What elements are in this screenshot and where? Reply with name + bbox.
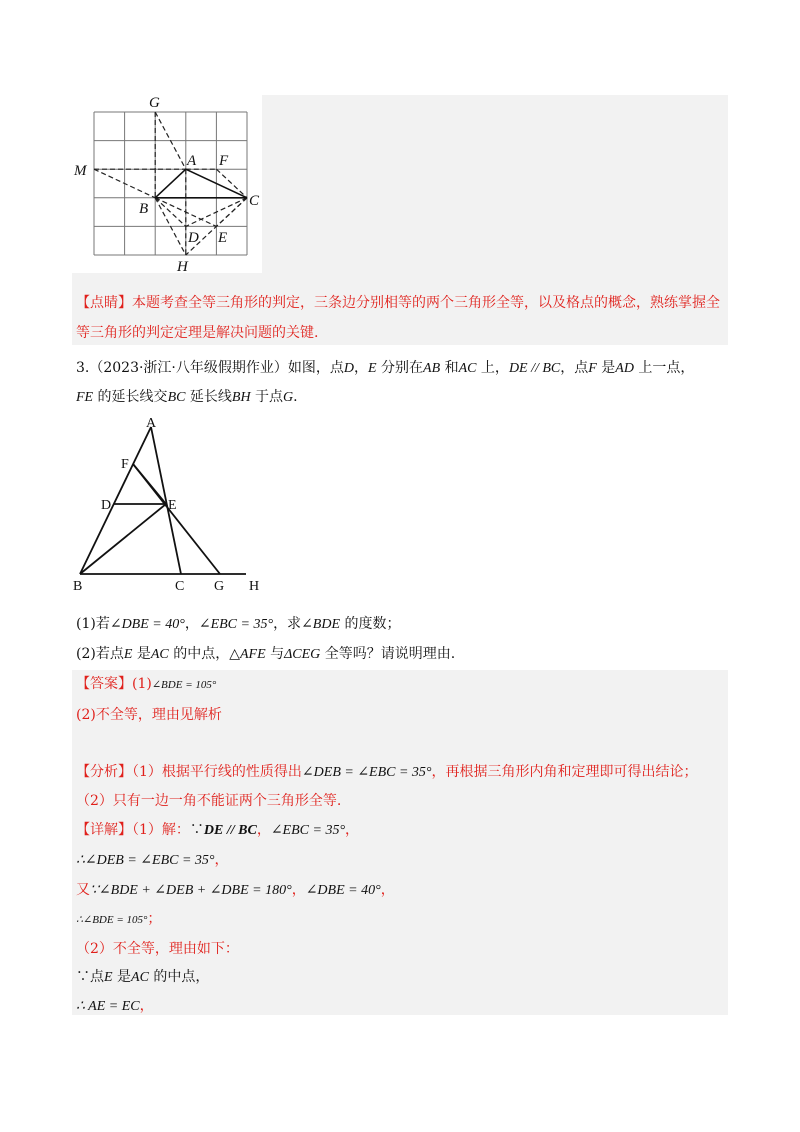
q3-l2c: 于点 bbox=[250, 389, 284, 405]
tri-label-B: B bbox=[73, 579, 83, 592]
detail-tag: 【详解】 bbox=[76, 822, 132, 838]
answer-a1-math: ∠BDE = 105° bbox=[151, 679, 217, 691]
solid-triangle bbox=[155, 169, 247, 198]
q3-prefix: 3.（2023·浙江·八年级假期作业）如图，点 bbox=[76, 360, 344, 376]
detail-line3 bbox=[76, 880, 395, 901]
subq1 bbox=[76, 614, 400, 635]
tri-label-H: H bbox=[249, 579, 260, 592]
q2-E: E bbox=[123, 647, 133, 662]
detail-l1-end: ， bbox=[345, 822, 360, 838]
dianjing-line2 bbox=[76, 323, 318, 343]
detail-l6-AC: AC bbox=[131, 970, 149, 985]
detail-l1-sep: ， bbox=[256, 822, 271, 838]
q3-DEparBC: DE // BC bbox=[508, 361, 561, 376]
tri-label-A: A bbox=[146, 416, 157, 431]
q3-AC: AC bbox=[458, 361, 477, 376]
q2-AC: AC bbox=[150, 647, 169, 662]
label-B: B bbox=[139, 201, 149, 217]
detail-l6-t: 是 bbox=[112, 969, 132, 985]
dianjing-tag: 【点睛】 bbox=[76, 295, 132, 311]
detail-l2-math: ∴∠DEB = ∠EBC = 35° bbox=[76, 853, 215, 868]
analysis-l1-math: ∠DEB = ∠EBC = 35° bbox=[301, 765, 432, 780]
analysis-line1 bbox=[76, 762, 698, 783]
tri-label-F: F bbox=[121, 457, 129, 472]
detail-line2 bbox=[76, 850, 229, 871]
tri-label-G: G bbox=[214, 579, 225, 592]
q3-l2b: 延长线 bbox=[185, 389, 232, 405]
dianjing-line1 bbox=[76, 293, 720, 313]
label-C: C bbox=[249, 193, 260, 209]
question3-line2 bbox=[76, 387, 298, 408]
label-H: H bbox=[177, 259, 188, 274]
tri-label-C: C bbox=[175, 579, 185, 592]
detail-l3-m2: ∠DBE = 40° bbox=[305, 883, 381, 898]
answer-a2: (2)不全等，理由见解析 bbox=[76, 707, 222, 723]
q1-post: 的度数； bbox=[340, 616, 401, 632]
triangle-figure bbox=[68, 412, 268, 592]
q2-t4: 全等吗？请说明理由. bbox=[320, 646, 456, 662]
q2-t1: 是 bbox=[132, 646, 151, 662]
analysis-tag: 【分析】 bbox=[76, 764, 132, 780]
q3-F: F bbox=[588, 361, 597, 376]
label-D: D bbox=[188, 230, 199, 246]
tri-label-D: D bbox=[101, 498, 112, 513]
detail-l2-end: ， bbox=[214, 852, 229, 868]
detail-l4-end: ； bbox=[147, 911, 162, 927]
q3-l2d: . bbox=[293, 389, 298, 405]
q1-pre: (1)若 bbox=[76, 616, 110, 632]
q3-t3: 上， bbox=[476, 360, 509, 376]
subq2 bbox=[76, 644, 455, 665]
q3-t6: 上一点， bbox=[633, 360, 695, 376]
q2-t2: 的中点， bbox=[168, 646, 230, 662]
q3-l2a: 的延长线交 bbox=[93, 389, 168, 405]
detail-l4-math: ∴∠BDE = 105° bbox=[76, 914, 148, 926]
q1-mid: ，求 bbox=[273, 616, 302, 632]
label-A: A bbox=[187, 153, 197, 169]
tri-label-E: E bbox=[168, 498, 177, 513]
detail-line7 bbox=[76, 996, 154, 1017]
q1-m1: ∠DBE = 40° bbox=[109, 617, 185, 632]
analysis-l1-pre: （1）根据平行线的性质得出 bbox=[132, 764, 302, 780]
q3-t2: 和 bbox=[440, 360, 459, 376]
dianjing-text1: 本题考查全等三角形的判定，三条边分别相等的两个三角形全等，以及格点的概念，熟练掌握全 bbox=[132, 295, 720, 311]
grid-figure bbox=[72, 92, 264, 274]
detail-l1-because: ∵ bbox=[189, 822, 204, 838]
q2-tri1: △AFE bbox=[229, 647, 266, 662]
detail-l3-sep: ， bbox=[291, 882, 306, 898]
detail-line4 bbox=[76, 909, 161, 930]
answer-a1-pre: (1) bbox=[132, 676, 152, 692]
q3-BH: BH bbox=[231, 390, 251, 405]
label-E: E bbox=[218, 230, 228, 246]
analysis-l1-post: ，再根据三角形内角和定理即可得出结论； bbox=[431, 764, 698, 780]
label-G: G bbox=[149, 95, 160, 111]
analysis-l2: （2）只有一边一角不能证两个三角形全等. bbox=[76, 793, 342, 809]
q1-m3: ∠BDE bbox=[301, 617, 341, 632]
label-F: F bbox=[219, 153, 229, 169]
q3-t1: 分别在 bbox=[376, 360, 424, 376]
q3-E: E bbox=[368, 361, 377, 376]
answer-line2 bbox=[76, 705, 222, 725]
q3-D: D bbox=[343, 361, 355, 376]
detail-l6-because: ∵点 bbox=[76, 969, 104, 985]
detail-line6 bbox=[76, 967, 209, 988]
detail-l7-end: ， bbox=[139, 998, 154, 1014]
q1-m2: ∠EBC = 35° bbox=[198, 617, 274, 632]
detail-l7-math: ∴ AE = EC bbox=[76, 999, 140, 1014]
dianjing-text2: 等三角形的判定定理是解决问题的关键. bbox=[76, 325, 319, 341]
q1-sep: ， bbox=[184, 616, 199, 632]
answer-line1 bbox=[76, 674, 216, 695]
q2-t3: 与 bbox=[265, 646, 285, 662]
q3-t4: ，点 bbox=[560, 360, 589, 376]
detail-l6-E: E bbox=[104, 970, 113, 985]
q2-pre: (2)若点 bbox=[76, 646, 124, 662]
analysis-line2 bbox=[76, 791, 341, 811]
detail-l5: （2）不全等，理由如下： bbox=[76, 941, 239, 957]
detail-l3-math: ∵∠BDE + ∠DEB + ∠DBE = 180° bbox=[90, 883, 292, 898]
question3-line1 bbox=[76, 358, 694, 379]
q3-t5: 是 bbox=[596, 360, 616, 376]
detail-l6-post: 的中点， bbox=[148, 969, 210, 985]
label-M: M bbox=[74, 163, 87, 179]
detail-l3-end: ， bbox=[380, 882, 395, 898]
detail-l1-m1: DE // BC bbox=[203, 823, 257, 838]
detail-l1-m2: ∠EBC = 35° bbox=[270, 823, 346, 838]
q3-sep: ， bbox=[354, 360, 369, 376]
q3-BC: BC bbox=[167, 390, 186, 405]
detail-l1-pre: （1）解： bbox=[132, 822, 190, 838]
q3-G: G bbox=[283, 390, 294, 405]
q3-AB: AB bbox=[423, 361, 441, 376]
q2-tri2: ΔCEG bbox=[284, 647, 321, 662]
detail-line5 bbox=[76, 939, 239, 959]
q3-FE: FE bbox=[76, 390, 94, 405]
detail-line1 bbox=[76, 820, 359, 841]
answer-tag: 【答案】 bbox=[76, 676, 132, 692]
detail-l3-pre: 又 bbox=[76, 882, 90, 898]
q3-AD: AD bbox=[615, 361, 634, 376]
